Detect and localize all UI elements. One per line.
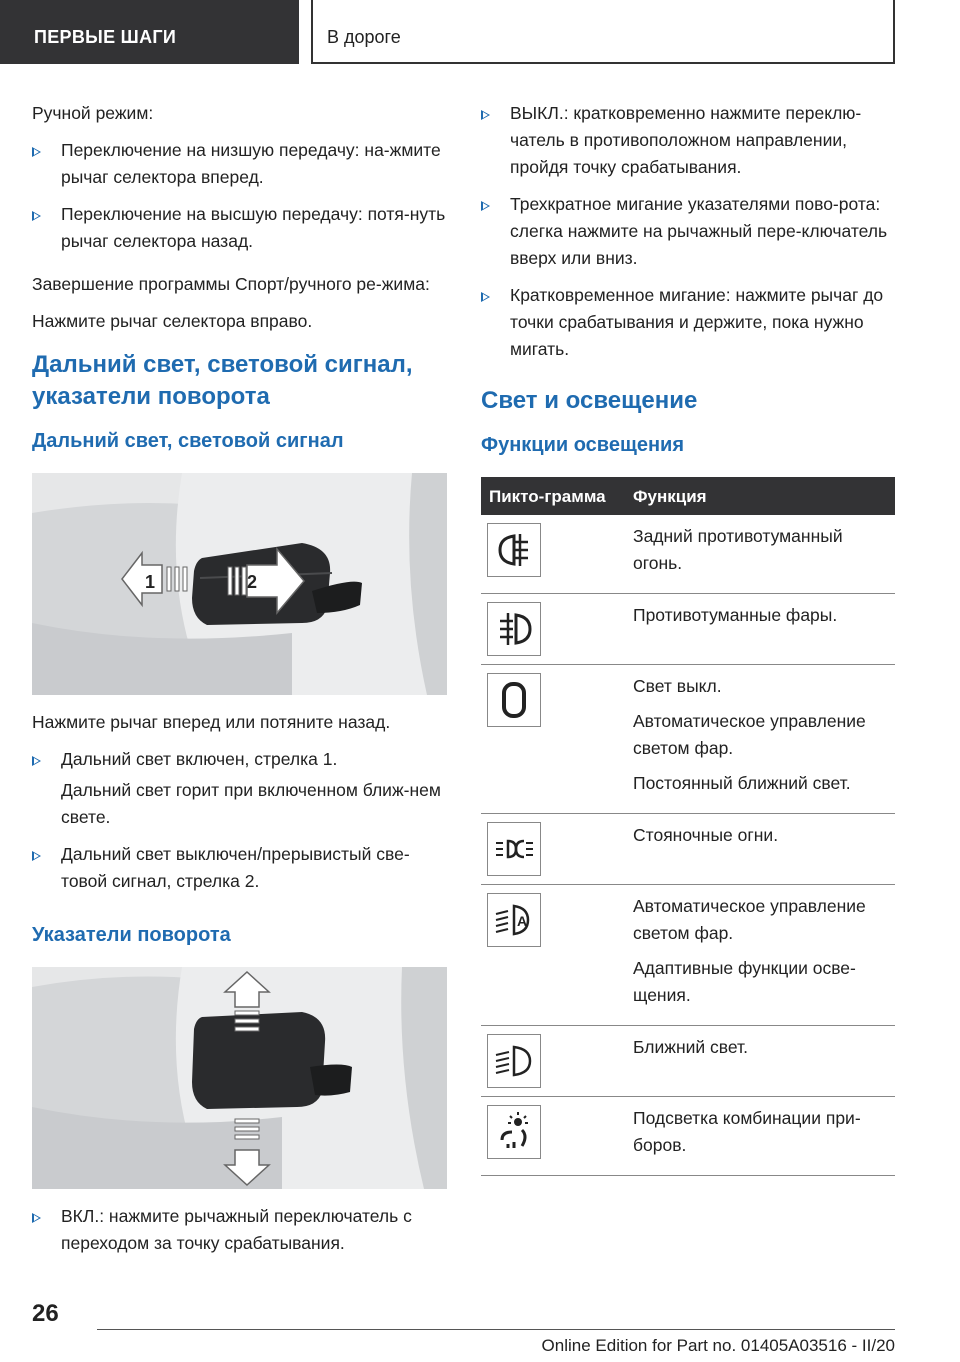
function-text: Адаптивные функции осве-щения. xyxy=(633,958,856,1005)
function-text: Стояночные огни. xyxy=(633,825,779,845)
section-heading-lighting: Свет и освещение xyxy=(481,387,698,414)
list-item xyxy=(32,137,447,191)
rear-fog-light-icon xyxy=(487,523,541,577)
table-row xyxy=(481,1097,895,1176)
end-program-text: Завершение программы Спорт/ручного ре-жима: xyxy=(32,274,430,294)
list-item-text: Переключение на низшую передачу: на-жмите рычаг селектора вперед. xyxy=(61,140,441,187)
arrow-1-label: 1 xyxy=(145,572,156,592)
lights-off-zero-icon xyxy=(487,673,541,727)
high-beam-lever-illustration xyxy=(32,473,447,695)
list-item xyxy=(32,1203,447,1257)
front-fog-lights-icon xyxy=(487,602,541,656)
edition-footer: Online Edition for Part no. 01405A03516 - II/20 xyxy=(541,1336,895,1355)
list-item xyxy=(481,191,896,272)
table-row xyxy=(481,594,895,665)
function-text: Ближний свет. xyxy=(633,1037,748,1057)
list-item-text: Дальний свет включен, стрелка 1. xyxy=(61,749,338,769)
list-item-text: Кратковременное мигание: нажмите рычаг до точки срабатывания и держите, пока нужно мигать. xyxy=(510,285,884,359)
list-item xyxy=(481,282,896,363)
page-number: 26 xyxy=(32,1300,59,1327)
function-text: Автоматическое управление светом фар. xyxy=(633,896,866,943)
section-tab: ПЕРВЫЕ ШАГИ xyxy=(0,0,299,64)
list-item xyxy=(32,841,447,895)
parking-lights-icon xyxy=(487,822,541,876)
subsection-heading-turn-signals: Указатели поворота xyxy=(32,924,231,946)
footer-divider xyxy=(97,1329,895,1330)
list-item-text: ВКЛ.: нажмите рычажный переключатель с переходом за точку срабатывания. xyxy=(61,1206,412,1253)
bullet-triangle-icon xyxy=(481,110,490,120)
table-row xyxy=(481,515,895,594)
column-header-pictogram: Пикто-грамма xyxy=(481,477,625,515)
function-text: Подсветка комбинации при-боров. xyxy=(633,1108,861,1155)
left-column xyxy=(32,100,447,1267)
table-row xyxy=(481,1026,895,1097)
function-text: Постоянный ближний свет. xyxy=(633,773,851,793)
bullet-triangle-icon xyxy=(32,1213,41,1223)
function-text: Свет выкл. xyxy=(633,676,722,696)
list-item-note: Дальний свет горит при включенном ближ-нем свете. xyxy=(61,780,441,827)
table-row xyxy=(481,814,895,885)
lighting-functions-table xyxy=(481,477,895,1176)
list-item-text: Трехкратное мигание указателями пово-рота: слегка нажмите на рычажный пере-ключатель вверх или вниз. xyxy=(510,194,888,268)
end-program-action: Нажмите рычаг селектора вправо. xyxy=(32,311,313,331)
bullet-triangle-icon xyxy=(32,147,41,157)
chapter-title: В дороге xyxy=(311,0,895,64)
table-header-row xyxy=(481,477,895,515)
subsection-heading-lighting-functions: Функции освещения xyxy=(481,434,684,456)
svg-text:A: A xyxy=(517,913,528,929)
arrow-2-label: 2 xyxy=(247,572,258,592)
function-text: Противотуманные фары. xyxy=(633,605,838,625)
low-beam-icon xyxy=(487,1034,541,1088)
auto-headlight-icon xyxy=(487,893,541,947)
subsection-heading-high-beam: Дальний свет, световой сигнал xyxy=(32,430,344,452)
right-column xyxy=(481,100,896,1176)
list-item xyxy=(481,100,896,181)
column-header-function: Функция xyxy=(625,477,895,515)
section-heading: Дальний свет, световой сигнал, указатели поворота xyxy=(32,351,413,410)
bullet-triangle-icon xyxy=(481,201,490,211)
list-item xyxy=(32,201,447,255)
high-beam-intro: Нажмите рычаг вперед или потяните назад. xyxy=(32,712,391,732)
turn-signal-lever-illustration xyxy=(32,967,447,1189)
bullet-triangle-icon xyxy=(32,756,41,766)
bullet-triangle-icon xyxy=(481,292,490,302)
bullet-triangle-icon xyxy=(32,851,41,861)
bullet-triangle-icon xyxy=(32,211,41,221)
function-text: Задний противотуманный огонь. xyxy=(633,526,843,573)
table-row xyxy=(481,885,895,1026)
list-item-text: Переключение на высшую передачу: потя-нуть рычаг селектора назад. xyxy=(61,204,446,251)
manual-mode-label: Ручной режим: xyxy=(32,103,154,123)
list-item-text: Дальний свет выключен/прерывистый све-товой сигнал, стрелка 2. xyxy=(61,844,410,891)
instrument-lighting-icon xyxy=(487,1105,541,1159)
function-text: Автоматическое управление светом фар. xyxy=(633,711,866,758)
list-item xyxy=(32,746,447,773)
list-item-text: ВЫКЛ.: кратковременно нажмите переклю-чатель в противоположном направлении, пройдя точку срабатывания. xyxy=(510,103,862,177)
table-row xyxy=(481,665,895,814)
